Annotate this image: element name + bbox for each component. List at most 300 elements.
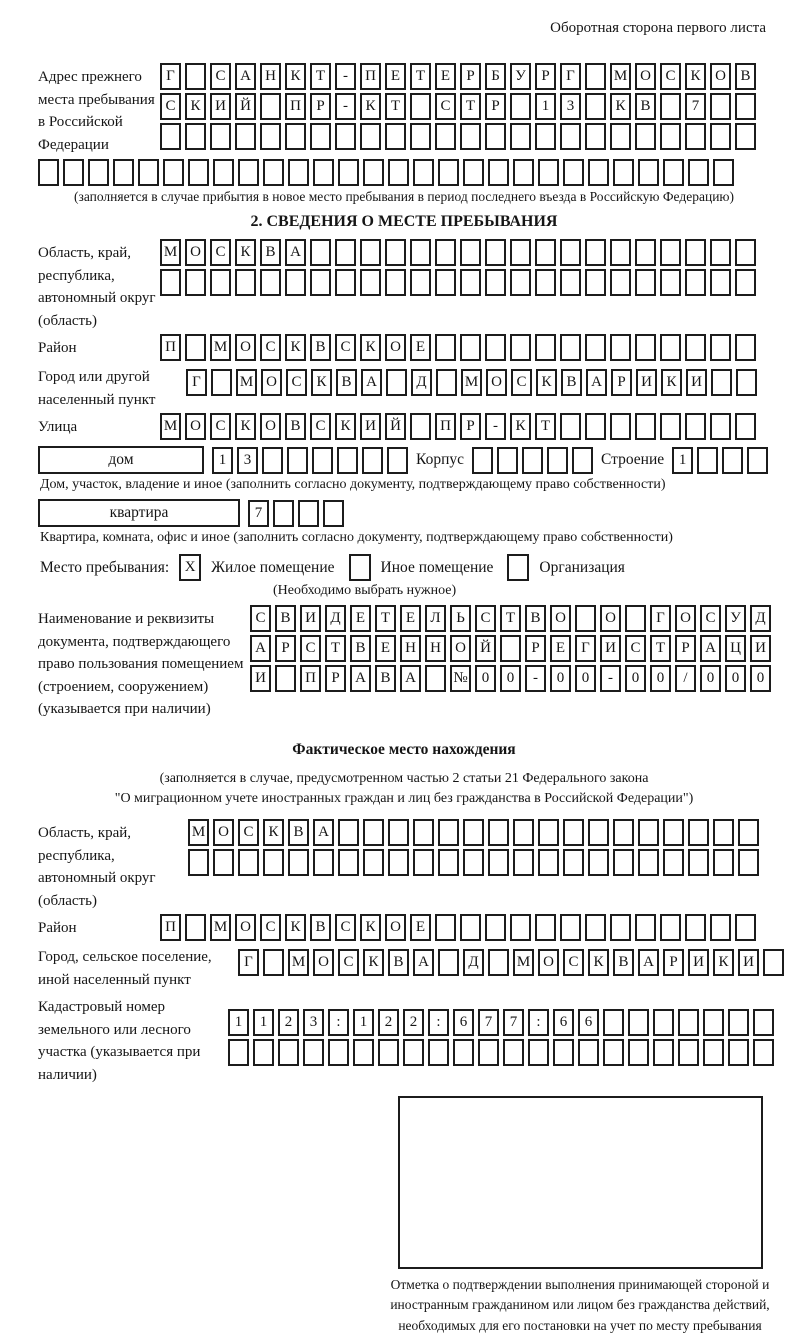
char-cell: [275, 665, 296, 692]
char-cell: В: [310, 334, 331, 361]
char-cell: [460, 269, 481, 296]
char-cell: [138, 159, 159, 186]
char-cell: Д: [411, 369, 432, 396]
char-cell: [585, 93, 606, 120]
char-cell: О: [313, 949, 334, 976]
char-cell: [660, 914, 681, 941]
char-cell: [610, 334, 631, 361]
char-cell: Р: [485, 93, 506, 120]
char-cell: [538, 819, 559, 846]
prev-address-row-2: [160, 93, 756, 120]
char-cell: К: [285, 334, 306, 361]
char-cell: [563, 849, 584, 876]
char-cell: [738, 819, 759, 846]
char-cell: [185, 914, 206, 941]
char-cell: О: [450, 635, 471, 662]
char-cell: [735, 93, 756, 120]
char-cell: А: [700, 635, 721, 662]
char-cell: [235, 123, 256, 150]
char-cell: [710, 334, 731, 361]
char-cell: [653, 1039, 674, 1066]
char-cell: -: [335, 93, 356, 120]
char-cell: [735, 269, 756, 296]
char-cell: [560, 123, 581, 150]
char-cell: Н: [400, 635, 421, 662]
char-cell: А: [235, 63, 256, 90]
char-cell: О: [486, 369, 507, 396]
char-cell: [263, 159, 284, 186]
district-label: Район: [38, 340, 77, 356]
char-cell: :: [428, 1009, 449, 1036]
char-cell: [413, 819, 434, 846]
char-cell: Е: [410, 334, 431, 361]
char-cell: [535, 239, 556, 266]
char-cell: Т: [325, 635, 346, 662]
char-cell: О: [635, 63, 656, 90]
char-cell: 6: [453, 1009, 474, 1036]
char-cell: [688, 159, 709, 186]
char-cell: Т: [650, 635, 671, 662]
char-cell: [685, 239, 706, 266]
char-cell: И: [636, 369, 657, 396]
char-cell: О: [675, 605, 696, 632]
char-cell: В: [285, 413, 306, 440]
char-cell: [388, 849, 409, 876]
char-cell: Ц: [725, 635, 746, 662]
char-cell: [273, 500, 294, 527]
char-cell: [585, 269, 606, 296]
char-cell: [572, 447, 593, 474]
char-cell: [585, 914, 606, 941]
char-cell: О: [600, 605, 621, 632]
char-cell: [63, 159, 84, 186]
char-cell: [335, 239, 356, 266]
actual-city-label: Город, сельское поселение, иной населенный пункт: [38, 949, 212, 988]
char-cell: [663, 819, 684, 846]
char-cell: В: [336, 369, 357, 396]
char-cell: [588, 159, 609, 186]
char-cell: [710, 123, 731, 150]
char-cell: О: [213, 819, 234, 846]
char-cell: О: [261, 369, 282, 396]
char-cell: Р: [663, 949, 684, 976]
char-cell: [388, 159, 409, 186]
char-cell: 0: [575, 665, 596, 692]
char-cell: В: [635, 93, 656, 120]
char-cell: [488, 819, 509, 846]
char-cell: [228, 1039, 249, 1066]
char-cell: [585, 334, 606, 361]
char-cell: [713, 849, 734, 876]
char-cell: [735, 413, 756, 440]
char-cell: [685, 334, 706, 361]
char-cell: [563, 159, 584, 186]
title-document-row-1: [250, 605, 771, 632]
char-cell: [613, 819, 634, 846]
char-cell: [472, 447, 493, 474]
region-label: Область, край, республика, автономный округ (область): [38, 245, 156, 329]
char-cell: [522, 447, 543, 474]
stay-type-note: (Необходимо выбрать нужное): [273, 583, 457, 598]
char-cell: [262, 447, 283, 474]
char-cell: [260, 269, 281, 296]
char-cell: [560, 914, 581, 941]
char-cell: Г: [160, 63, 181, 90]
char-cell: 3: [237, 447, 258, 474]
prev-address-row-4: [38, 159, 770, 186]
char-cell: [603, 1009, 624, 1036]
char-cell: В: [525, 605, 546, 632]
char-cell: Р: [325, 665, 346, 692]
char-cell: А: [586, 369, 607, 396]
char-cell: К: [536, 369, 557, 396]
char-cell: А: [313, 819, 334, 846]
char-cell: [588, 849, 609, 876]
char-cell: [428, 1039, 449, 1066]
char-cell: М: [210, 914, 231, 941]
char-cell: [575, 605, 596, 632]
char-cell: [387, 447, 408, 474]
char-cell: А: [350, 665, 371, 692]
char-cell: М: [288, 949, 309, 976]
char-cell: [435, 334, 456, 361]
char-cell: [185, 123, 206, 150]
char-cell: -: [525, 665, 546, 692]
char-cell: [635, 269, 656, 296]
char-cell: [538, 159, 559, 186]
city-block: [38, 363, 770, 411]
char-cell: О: [550, 605, 571, 632]
char-cell: [635, 123, 656, 150]
char-cell: [238, 849, 259, 876]
prev-address-block: [38, 63, 770, 156]
actual-district-row: [160, 914, 756, 941]
char-cell: [710, 269, 731, 296]
char-cell: Т: [460, 93, 481, 120]
char-cell: Г: [650, 605, 671, 632]
option-organization-label: Организация: [539, 558, 625, 576]
char-cell: [485, 269, 506, 296]
char-cell: [628, 1039, 649, 1066]
char-cell: [38, 159, 59, 186]
char-cell: [413, 159, 434, 186]
char-cell: [635, 334, 656, 361]
char-cell: [438, 819, 459, 846]
cadastral-block: [38, 993, 770, 1086]
page-side-note: Оборотная сторона первого листа: [550, 20, 766, 36]
char-cell: [488, 159, 509, 186]
char-cell: В: [310, 914, 331, 941]
char-cell: [185, 334, 206, 361]
char-cell: [303, 1039, 324, 1066]
char-cell: [513, 849, 534, 876]
char-cell: [488, 949, 509, 976]
char-cell: [703, 1039, 724, 1066]
title-document-block: [38, 605, 770, 721]
char-cell: А: [285, 239, 306, 266]
char-cell: Р: [535, 63, 556, 90]
region-block: [38, 239, 770, 332]
char-cell: Т: [385, 93, 406, 120]
char-cell: [260, 123, 281, 150]
char-cell: [553, 1039, 574, 1066]
char-cell: [513, 819, 534, 846]
char-cell: Р: [460, 413, 481, 440]
char-cell: [438, 849, 459, 876]
char-cell: [410, 123, 431, 150]
char-cell: Е: [350, 605, 371, 632]
char-cell: И: [300, 605, 321, 632]
char-cell: [438, 159, 459, 186]
char-cell: [713, 819, 734, 846]
char-cell: [338, 159, 359, 186]
char-cell: [603, 1039, 624, 1066]
checkbox-organization: [507, 554, 529, 581]
char-cell: [463, 849, 484, 876]
char-cell: И: [738, 949, 759, 976]
char-cell: Й: [235, 93, 256, 120]
char-cell: С: [238, 819, 259, 846]
char-cell: [735, 334, 756, 361]
char-cell: [585, 413, 606, 440]
char-cell: [210, 123, 231, 150]
char-cell: [485, 334, 506, 361]
char-cell: С: [475, 605, 496, 632]
char-cell: [653, 1009, 674, 1036]
char-cell: 3: [303, 1009, 324, 1036]
char-cell: Е: [400, 605, 421, 632]
char-cell: 0: [550, 665, 571, 692]
char-cell: 1: [212, 447, 233, 474]
char-cell: С: [310, 413, 331, 440]
char-cell: С: [338, 949, 359, 976]
char-cell: Р: [611, 369, 632, 396]
city-row: [186, 363, 757, 396]
house-number-cells: [212, 447, 408, 474]
char-cell: А: [250, 635, 271, 662]
char-cell: [538, 849, 559, 876]
char-cell: Т: [500, 605, 521, 632]
char-cell: -: [485, 413, 506, 440]
char-cell: К: [235, 413, 256, 440]
char-cell: 7: [685, 93, 706, 120]
char-cell: П: [160, 334, 181, 361]
char-cell: [460, 914, 481, 941]
char-cell: И: [688, 949, 709, 976]
house-type-box: дом: [38, 446, 204, 474]
actual-region-block: [38, 819, 770, 912]
char-cell: О: [185, 413, 206, 440]
char-cell: :: [328, 1009, 349, 1036]
char-cell: [738, 849, 759, 876]
char-cell: О: [260, 413, 281, 440]
actual-location-note-line-2: "О миграционном учете иностранных граждан и лиц без гражданства в Российской Федерации"): [114, 790, 694, 806]
char-cell: И: [250, 665, 271, 692]
char-cell: [488, 849, 509, 876]
char-cell: [288, 849, 309, 876]
char-cell: [510, 269, 531, 296]
char-cell: А: [638, 949, 659, 976]
char-cell: [385, 269, 406, 296]
city-label: Город или другой населенный пункт: [38, 369, 156, 408]
actual-location-note-line-1: (заполняется в случае, предусмотренном частью 2 статьи 21 Федерального закона: [159, 770, 649, 786]
char-cell: 0: [625, 665, 646, 692]
char-cell: [736, 369, 757, 396]
char-cell: В: [275, 605, 296, 632]
char-cell: [510, 239, 531, 266]
char-cell: [510, 123, 531, 150]
checkbox-other-premises: [349, 554, 371, 581]
char-cell: [485, 123, 506, 150]
char-cell: [313, 849, 334, 876]
actual-city-block: [38, 943, 770, 991]
char-cell: Р: [675, 635, 696, 662]
char-cell: С: [160, 93, 181, 120]
char-cell: [685, 123, 706, 150]
char-cell: [410, 269, 431, 296]
char-cell: Т: [535, 413, 556, 440]
char-cell: [660, 269, 681, 296]
char-cell: [560, 334, 581, 361]
char-cell: Д: [750, 605, 771, 632]
char-cell: [253, 1039, 274, 1066]
char-cell: [378, 1039, 399, 1066]
char-cell: 2: [278, 1009, 299, 1036]
char-cell: [685, 914, 706, 941]
char-cell: Р: [460, 63, 481, 90]
char-cell: [310, 269, 331, 296]
actual-city-row: [238, 943, 784, 976]
char-cell: А: [413, 949, 434, 976]
char-cell: П: [285, 93, 306, 120]
char-cell: П: [360, 63, 381, 90]
char-cell: 0: [725, 665, 746, 692]
char-cell: [328, 1039, 349, 1066]
char-cell: С: [286, 369, 307, 396]
actual-district-block: [38, 914, 770, 941]
apartment-number-cells: [248, 500, 344, 527]
char-cell: [363, 849, 384, 876]
char-cell: [323, 500, 344, 527]
char-cell: [747, 447, 768, 474]
char-cell: [660, 239, 681, 266]
prev-address-row-1: [160, 63, 756, 90]
char-cell: [710, 914, 731, 941]
char-cell: 7: [478, 1009, 499, 1036]
char-cell: Й: [475, 635, 496, 662]
char-cell: Ь: [450, 605, 471, 632]
char-cell: [535, 269, 556, 296]
char-cell: [410, 239, 431, 266]
char-cell: С: [625, 635, 646, 662]
char-cell: О: [235, 914, 256, 941]
char-cell: [735, 239, 756, 266]
char-cell: [362, 447, 383, 474]
char-cell: Е: [385, 63, 406, 90]
char-cell: С: [435, 93, 456, 120]
char-cell: [360, 123, 381, 150]
char-cell: [438, 949, 459, 976]
char-cell: В: [288, 819, 309, 846]
char-cell: Н: [260, 63, 281, 90]
prev-address-label: Адрес прежнего места пребывания в Российской Федерации: [38, 69, 155, 153]
region-row-1: [160, 239, 756, 266]
char-cell: К: [363, 949, 384, 976]
stroenie-cells: [672, 447, 768, 474]
char-cell: [160, 269, 181, 296]
char-cell: [503, 1039, 524, 1066]
char-cell: [453, 1039, 474, 1066]
char-cell: Н: [425, 635, 446, 662]
korpus-label: Корпус: [416, 451, 464, 468]
char-cell: 2: [378, 1009, 399, 1036]
char-cell: В: [350, 635, 371, 662]
char-cell: [635, 914, 656, 941]
char-cell: С: [260, 914, 281, 941]
char-cell: В: [735, 63, 756, 90]
char-cell: 1: [228, 1009, 249, 1036]
cadastral-row-1: [228, 1009, 774, 1036]
char-cell: [335, 269, 356, 296]
char-cell: -: [600, 665, 621, 692]
char-cell: [610, 123, 631, 150]
char-cell: [213, 849, 234, 876]
char-cell: [463, 819, 484, 846]
char-cell: 1: [253, 1009, 274, 1036]
char-cell: [185, 269, 206, 296]
char-cell: [460, 123, 481, 150]
char-cell: И: [360, 413, 381, 440]
char-cell: [403, 1039, 424, 1066]
char-cell: [535, 914, 556, 941]
char-cell: [363, 159, 384, 186]
char-cell: К: [185, 93, 206, 120]
char-cell: К: [610, 93, 631, 120]
char-cell: Т: [410, 63, 431, 90]
char-cell: [435, 914, 456, 941]
actual-location-note: [38, 769, 770, 810]
stroenie-label: Строение: [601, 451, 665, 468]
char-cell: [353, 1039, 374, 1066]
char-cell: [613, 159, 634, 186]
char-cell: С: [210, 239, 231, 266]
char-cell: 1: [353, 1009, 374, 1036]
char-cell: [497, 447, 518, 474]
actual-region-row-2: [188, 849, 759, 876]
actual-region-label: Область, край, республика, автономный округ (область): [38, 825, 156, 909]
char-cell: [722, 447, 743, 474]
char-cell: [435, 123, 456, 150]
char-cell: 1: [535, 93, 556, 120]
char-cell: [547, 447, 568, 474]
apartment-row: [38, 499, 770, 527]
house-note: Дом, участок, владение и иное (заполнить согласно документу, подтверждающему право собственности): [40, 477, 666, 492]
char-cell: [660, 123, 681, 150]
char-cell: Е: [550, 635, 571, 662]
char-cell: [435, 269, 456, 296]
char-cell: В: [260, 239, 281, 266]
char-cell: 3: [560, 93, 581, 120]
option-residential-label: Жилое помещение: [211, 558, 335, 576]
char-cell: [485, 914, 506, 941]
char-cell: К: [588, 949, 609, 976]
char-cell: [310, 239, 331, 266]
char-cell: [463, 159, 484, 186]
stay-type-label: Место пребывания:: [40, 558, 170, 576]
char-cell: С: [563, 949, 584, 976]
char-cell: К: [360, 914, 381, 941]
char-cell: [635, 413, 656, 440]
